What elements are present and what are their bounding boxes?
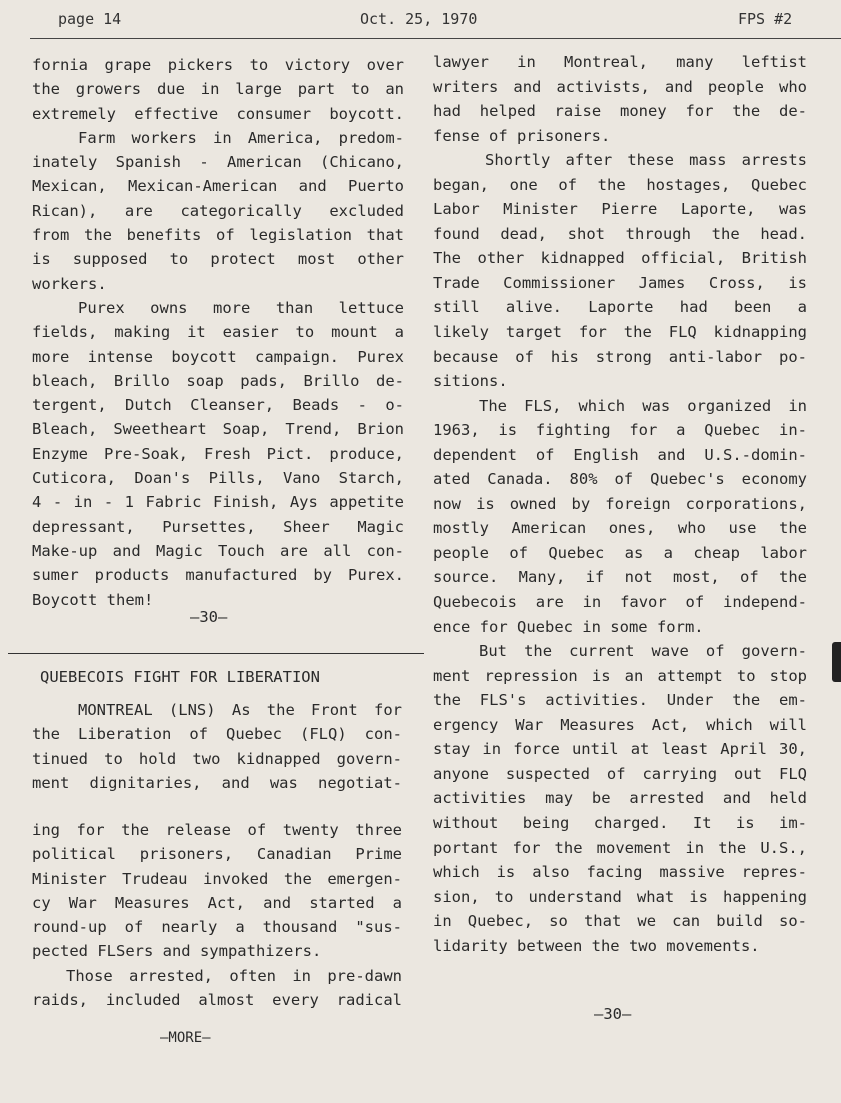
packet-code: FPS #2 bbox=[738, 10, 793, 28]
text-line: more intense boycott campaign. Purex bbox=[32, 347, 404, 366]
text-line: mostly American ones, who use the bbox=[433, 519, 807, 538]
text-line: activities may be arrested and held bbox=[433, 789, 807, 808]
text-line: fields, making it easier to mount a bbox=[32, 323, 404, 342]
end-mark: —30— bbox=[190, 608, 228, 626]
issue-date: Oct. 25, 1970 bbox=[360, 10, 478, 28]
text-line: Boycott them! bbox=[32, 590, 154, 609]
text-line: the growers due in large part to an bbox=[32, 80, 404, 99]
article-heading: QUEBECOIS FIGHT FOR LIBERATION bbox=[40, 668, 320, 686]
text-line: Mexican, Mexican-American and Puerto bbox=[32, 177, 404, 196]
text-line: The other kidnapped official, British bbox=[433, 249, 807, 268]
paragraph-start-line: Shortly after these mass arrests bbox=[485, 151, 807, 170]
text-line: 4 - in - 1 Fabric Finish, Ays appetite bbox=[32, 493, 404, 512]
text-line: inately Spanish - American (Chicano, bbox=[32, 153, 404, 172]
text-line: which is also facing massive repres- bbox=[433, 863, 807, 882]
text-line: dependent of English and U.S.-domin- bbox=[433, 445, 807, 464]
text-line: sumer products manufactured by Purex. bbox=[32, 566, 404, 585]
text-line: Quebecois are in favor of independ- bbox=[433, 593, 807, 612]
text-line: bleach, Brillo soap pads, Brillo de- bbox=[32, 371, 404, 390]
text-line: ing for the release of twenty three bbox=[32, 821, 402, 839]
text-line: Cuticora, Doan's Pills, Vano Starch, bbox=[32, 469, 404, 488]
text-line: found dead, shot through the head. bbox=[433, 224, 807, 243]
text-line: ated Canada. 80% of Quebec's economy bbox=[433, 470, 807, 489]
text-line: fornia grape pickers to victory over bbox=[32, 56, 404, 74]
text-line: tinued to hold two kidnapped govern- bbox=[32, 749, 402, 768]
text-line: because of his strong anti-labor po- bbox=[433, 347, 807, 366]
text-line: fense of prisoners. bbox=[433, 126, 611, 145]
text-line: extremely effective consumer boycott. bbox=[32, 104, 404, 123]
paragraph-start-line: Farm workers in America, predom- bbox=[78, 128, 404, 147]
text-line: sion, to understand what is happening bbox=[433, 887, 807, 906]
margin-ink-mark bbox=[832, 642, 841, 682]
paragraph-start-line: But the current wave of govern- bbox=[479, 642, 807, 661]
text-line: likely target for the FLQ kidnapping bbox=[433, 323, 807, 342]
text-line: the Liberation of Quebec (FLQ) con- bbox=[32, 725, 402, 744]
text-line: Minister Trudeau invoked the emergen- bbox=[32, 869, 402, 888]
text-line: political prisoners, Canadian Prime bbox=[32, 845, 402, 864]
end-mark: —30— bbox=[594, 1005, 632, 1023]
text-line: stay in force until at least April 30, bbox=[433, 740, 807, 759]
text-line: ment dignitaries, and was negotiat- bbox=[32, 773, 402, 792]
text-line: lawyer in Montreal, many leftist bbox=[433, 53, 807, 71]
text-line: workers. bbox=[32, 274, 107, 293]
text-line: source. Many, if not most, of the bbox=[433, 568, 807, 587]
paragraph-start-line: Those arrested, often in pre-dawn bbox=[66, 966, 402, 985]
text-line: the FLS's activities. Under the em- bbox=[433, 691, 807, 710]
text-line: people of Quebec as a cheap labor bbox=[433, 543, 807, 562]
text-line: lidarity between the two movements. bbox=[433, 936, 760, 955]
text-line: 1963, is fighting for a Quebec in- bbox=[433, 421, 807, 440]
text-line: now is owned by foreign corporations, bbox=[433, 494, 807, 513]
text-line: Trade Commissioner James Cross, is bbox=[433, 273, 807, 292]
text-line: Labor Minister Pierre Laporte, was bbox=[433, 200, 807, 219]
more-mark: —MORE— bbox=[160, 1030, 211, 1046]
text-line: had helped raise money for the de- bbox=[433, 102, 807, 121]
text-line: sitions. bbox=[433, 372, 508, 391]
text-line: ment repression is an attempt to stop bbox=[433, 666, 807, 685]
text-line: portant for the movement in the U.S., bbox=[433, 838, 807, 857]
text-line: in Quebec, so that we can build so- bbox=[433, 912, 807, 931]
text-line: raids, included almost every radical bbox=[32, 991, 402, 1010]
text-line: began, one of the hostages, Quebec bbox=[433, 175, 807, 194]
page-number: page 14 bbox=[58, 10, 122, 28]
text-line: Enzyme Pre-Soak, Fresh Pict. produce, bbox=[32, 444, 404, 463]
text-line: ence for Quebec in some form. bbox=[433, 617, 704, 636]
text-line: pected FLSers and sympathizers. bbox=[32, 942, 322, 961]
left-column-top bbox=[32, 53, 404, 612]
right-column bbox=[433, 50, 807, 958]
text-line: Rican), are categorically excluded bbox=[32, 201, 404, 220]
text-line: tergent, Dutch Cleanser, Beads - o- bbox=[32, 396, 404, 415]
text-line: round-up of nearly a thousand "sus- bbox=[32, 918, 402, 937]
text-line: still alive. Laporte had been a bbox=[433, 298, 807, 317]
text-line: ergency War Measures Act, which will bbox=[433, 715, 807, 734]
text-line: cy War Measures Act, and started a bbox=[32, 893, 402, 912]
text-line: from the benefits of legislation that bbox=[32, 226, 404, 245]
paragraph-start-line: Purex owns more than lettuce bbox=[78, 298, 404, 317]
paragraph-start-line: The FLS, which was organized in bbox=[479, 396, 807, 415]
text-line: anyone suspected of carrying out FLQ bbox=[433, 764, 807, 783]
article-continued bbox=[32, 818, 402, 1012]
text-line: writers and activists, and people who bbox=[433, 77, 807, 96]
text-line: without being charged. It is im- bbox=[433, 813, 807, 832]
text-line: depressant, Pursettes, Sheer Magic bbox=[32, 517, 404, 536]
header-rule bbox=[30, 38, 841, 39]
article-divider bbox=[8, 653, 424, 654]
text-line: Bleach, Sweetheart Soap, Trend, Brion bbox=[32, 420, 404, 439]
article-intro bbox=[32, 698, 402, 795]
text-line: is supposed to protect most other bbox=[32, 250, 404, 269]
paragraph-start-line: MONTREAL (LNS) As the Front for bbox=[78, 701, 402, 719]
text-line: Make-up and Magic Touch are all con- bbox=[32, 541, 404, 560]
